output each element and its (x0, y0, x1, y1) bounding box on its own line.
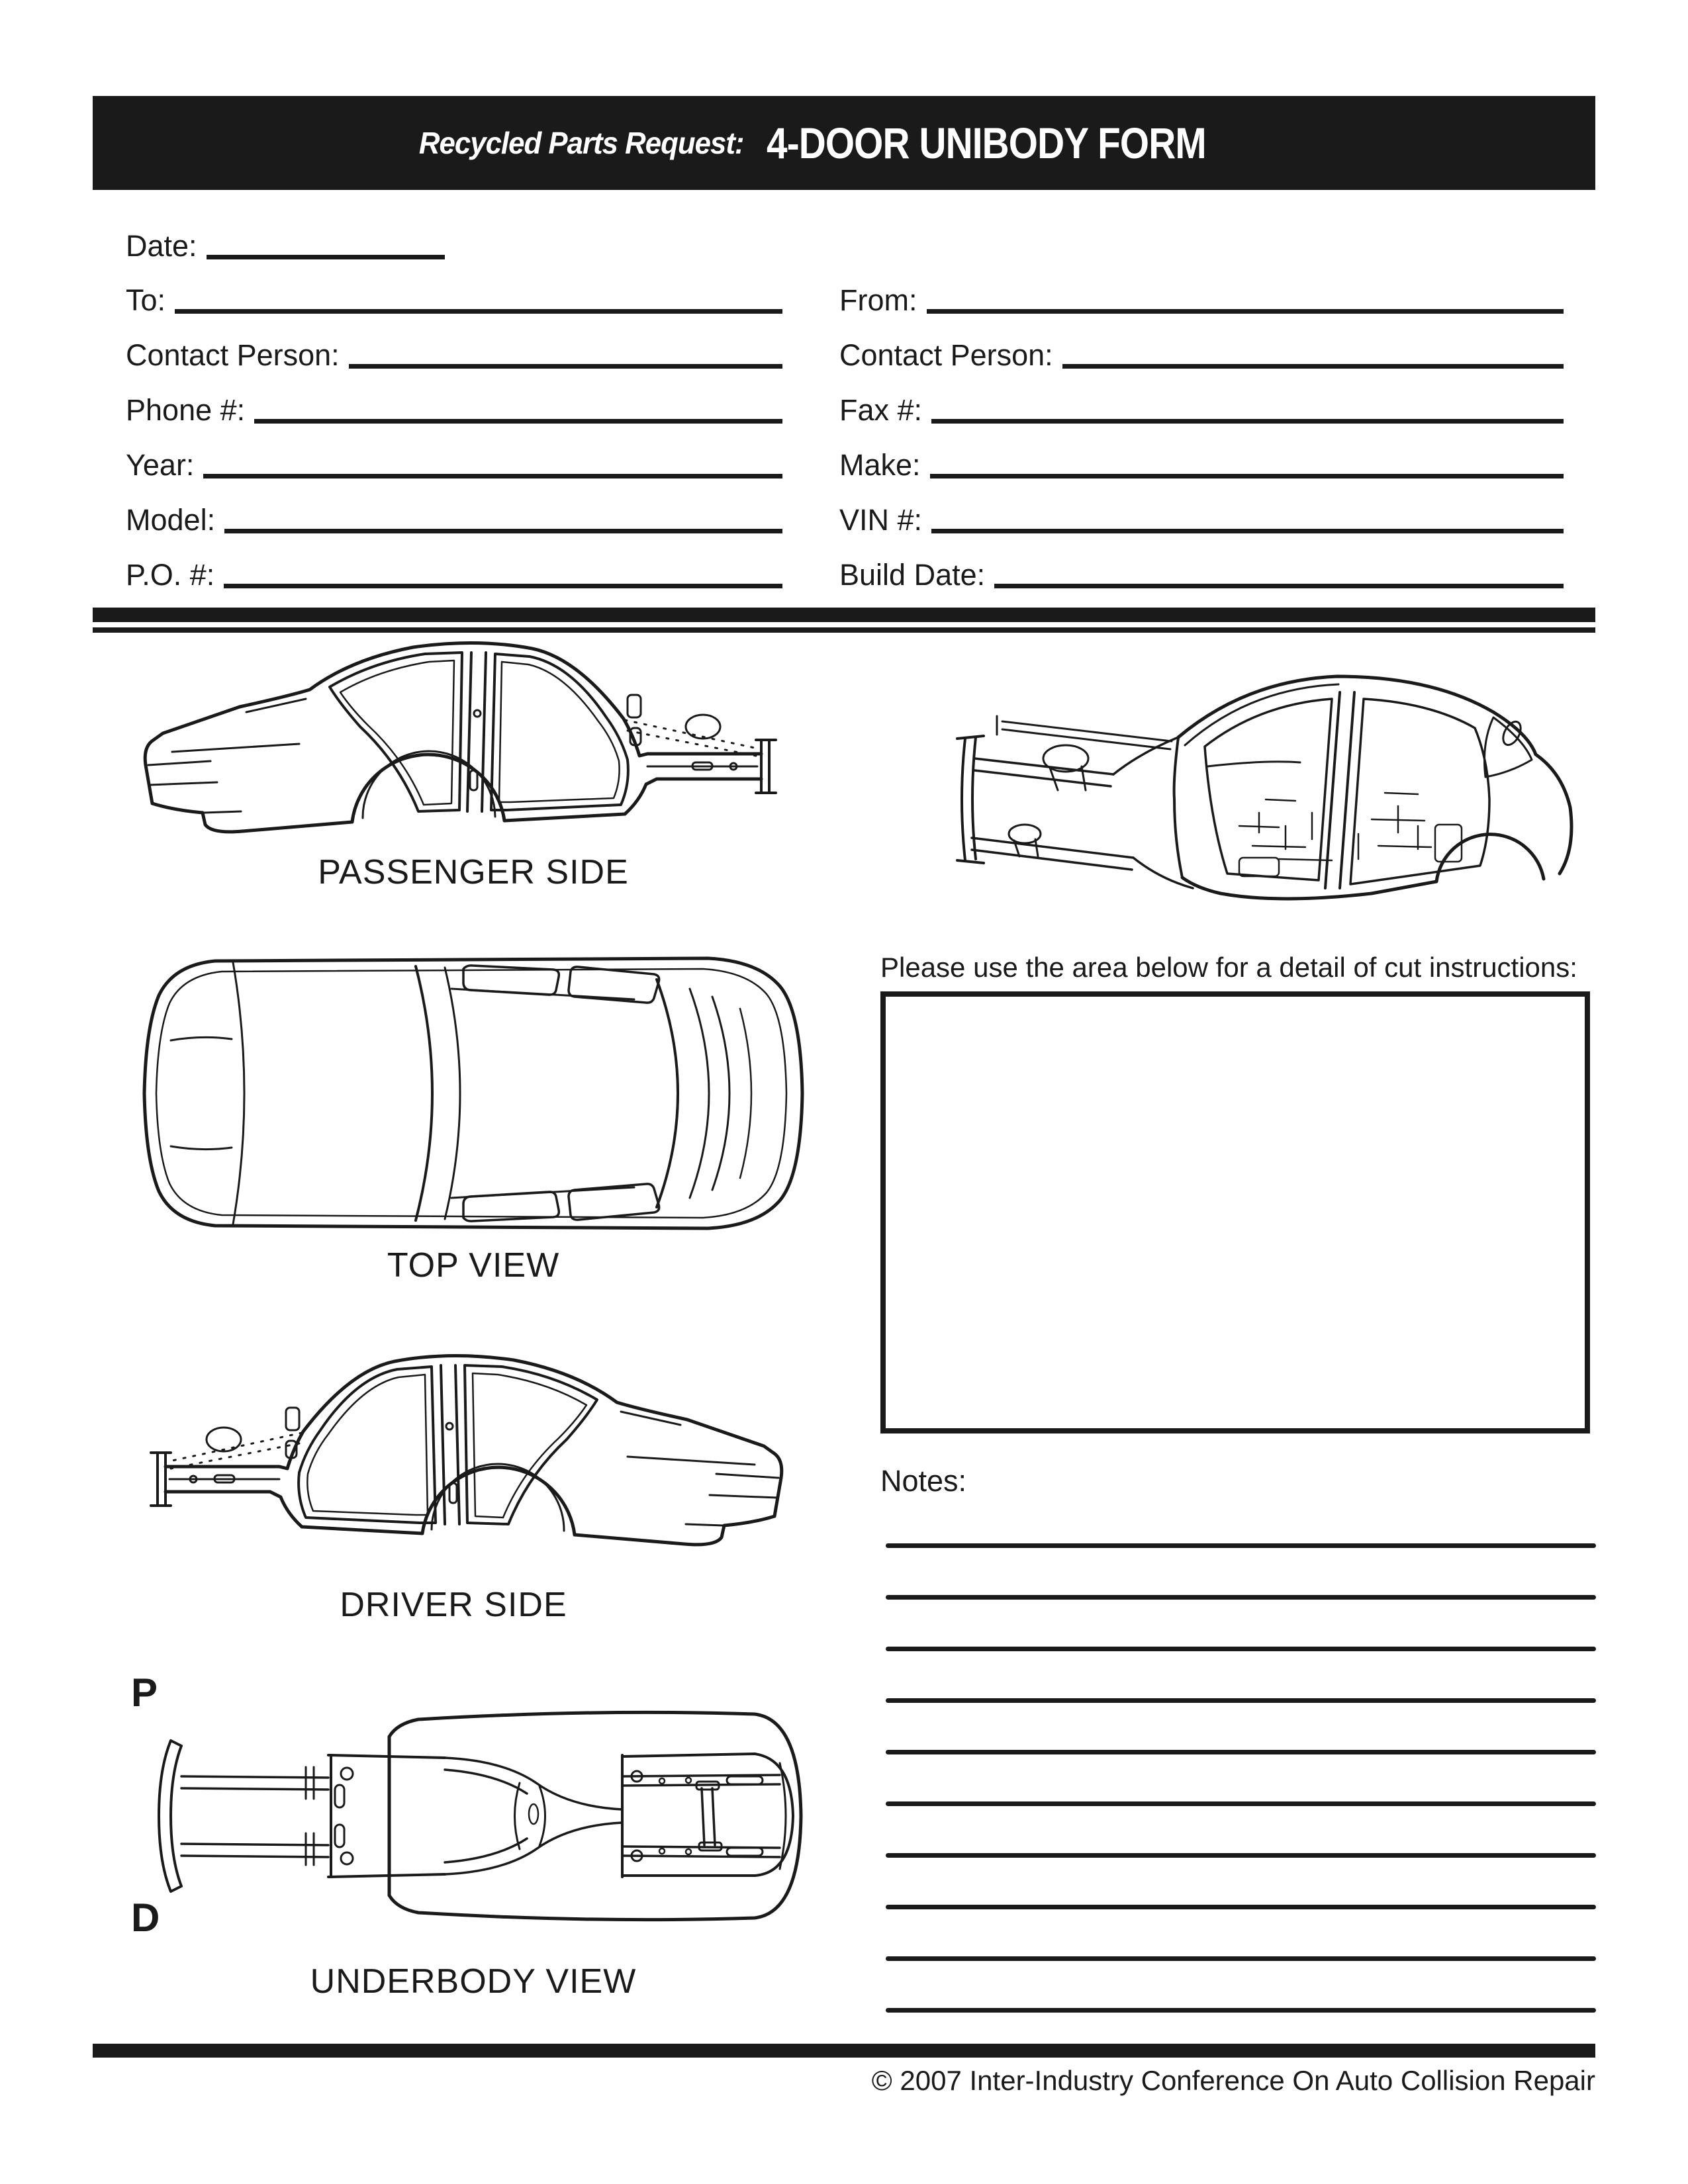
field-make-input-line[interactable] (930, 474, 1564, 478)
passenger-side-marker: P (131, 1670, 158, 1715)
field-vin (839, 494, 1564, 535)
divider-thin-rule (93, 627, 1595, 633)
notes-line[interactable] (886, 1853, 1596, 1858)
field-date (126, 220, 445, 261)
divider-thick-rule (93, 608, 1595, 622)
field-model-label: Model: (126, 503, 216, 537)
field-build-date-label: Build Date: (839, 558, 986, 592)
notes-line[interactable] (886, 1750, 1596, 1754)
copyright-text: © 2007 Inter-Industry Conference On Auto Collision Repair (871, 2065, 1595, 2096)
field-date-input-line[interactable] (207, 255, 445, 259)
form-header (93, 96, 1595, 190)
passenger-side-label: PASSENGER SIDE (318, 853, 629, 891)
field-build-date (839, 549, 1564, 590)
notes-line[interactable] (886, 1698, 1596, 1703)
field-contact-person-right-input-line[interactable] (1062, 364, 1564, 369)
passenger-side-diagram (132, 634, 814, 846)
field-fax (839, 384, 1564, 425)
notes-line[interactable] (886, 1905, 1596, 1909)
field-model-input-line[interactable] (224, 529, 782, 533)
field-contact-person-left-input-line[interactable] (349, 364, 782, 369)
field-vin-label: VIN #: (839, 503, 923, 537)
notes-line[interactable] (886, 1801, 1596, 1806)
cut-instructions-box[interactable] (880, 991, 1590, 1433)
field-year (126, 439, 782, 480)
field-build-date-input-line[interactable] (994, 584, 1564, 588)
field-from (839, 274, 1564, 315)
field-to-input-line[interactable] (175, 309, 782, 314)
driver-side-label: DRIVER SIDE (340, 1586, 567, 1624)
header-prefix: Recycled Parts Request: (418, 126, 744, 160)
notes-line[interactable] (886, 1647, 1596, 1651)
field-fax-input-line[interactable] (931, 419, 1564, 424)
field-contact-person-left-label: Contact Person: (126, 338, 340, 372)
footer-rule (93, 2044, 1595, 2058)
field-from-input-line[interactable] (927, 309, 1564, 314)
notes-line[interactable] (886, 2008, 1596, 2013)
top-view-label: TOP VIEW (387, 1246, 560, 1285)
driver-side-marker: D (131, 1895, 160, 1940)
field-po-number-label: P.O. #: (126, 558, 215, 592)
field-phone-input-line[interactable] (254, 419, 782, 424)
three-quarter-view-diagram (908, 660, 1590, 925)
field-contact-person-right (839, 329, 1564, 370)
underbody-view-diagram (132, 1677, 814, 1955)
notes-line[interactable] (886, 1543, 1596, 1548)
underbody-view-label: UNDERBODY VIEW (310, 1962, 637, 2001)
field-contact-person-left (126, 329, 782, 370)
field-phone-label: Phone #: (126, 393, 246, 427)
field-to-label: To: (126, 283, 166, 317)
field-po-number (126, 549, 782, 590)
field-phone (126, 384, 782, 425)
field-fax-label: Fax #: (839, 393, 923, 427)
top-view-diagram (132, 948, 814, 1239)
field-year-label: Year: (126, 448, 195, 482)
notes-label: Notes: (880, 1464, 967, 1498)
field-make (839, 439, 1564, 480)
notes-lines (886, 1543, 1596, 2020)
field-model (126, 494, 782, 535)
field-make-label: Make: (839, 448, 921, 482)
field-po-number-input-line[interactable] (224, 584, 782, 588)
notes-line[interactable] (886, 1595, 1596, 1600)
field-to (126, 274, 782, 315)
field-contact-person-right-label: Contact Person: (839, 338, 1053, 372)
driver-side-diagram (113, 1347, 794, 1559)
notes-line[interactable] (886, 1956, 1596, 1961)
field-year-input-line[interactable] (203, 474, 782, 478)
field-date-label: Date: (126, 229, 197, 263)
field-from-label: From: (839, 283, 917, 317)
cut-instructions-prompt: Please use the area below for a detail of cut instructions: (880, 952, 1577, 983)
page-title: 4-DOOR UNIBODY FORM (767, 118, 1207, 167)
field-vin-input-line[interactable] (931, 529, 1564, 533)
